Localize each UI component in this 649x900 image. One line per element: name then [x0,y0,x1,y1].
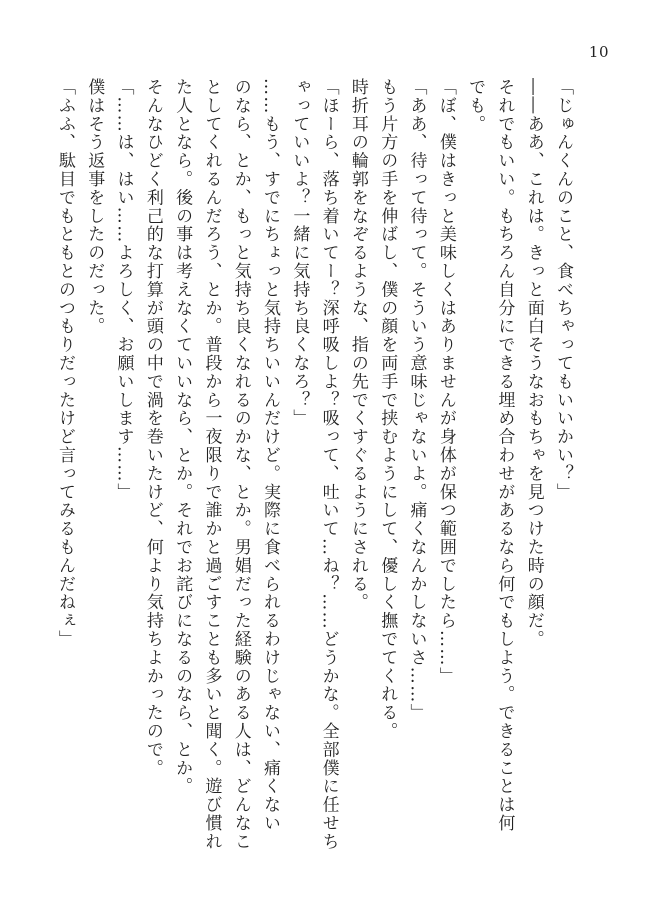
text-line: 僕はそう返事をしたのだった。 [84,78,105,336]
text-line: 「ほーら、落ち着いてー？深呼吸しよ？吸って、吐いて…ね？……どうかな。全部僕に任せち [318,78,339,851]
text-line: ゃっていいよ？一緒に気持ち良くなろ？」 [289,78,310,428]
text-line: それでもいい。もちろん自分にできる埋め合わせがあるなら何でもしよう。できることは何 [494,78,515,833]
text-line: ……もう、すでにちょっと気持ちいいんだけど。実際に食べられるわけじゃない、痛くない [260,78,281,833]
text-line: もう片方の手を伸ばし、僕の顔を両手で挟むようにして、優しく撫でてくれる。 [377,78,398,741]
text-line: 「ぼ、僕はきっと美味しくはありませんが身体が保つ範囲でしたら……」 [435,78,456,686]
page-number: 10 [588,43,609,61]
text-line: のなら、とか、もっと気持ち良くなれるのかな、とか。男娼だった経験のある人は、どんなこ [230,78,251,851]
text-line: ――ああ、これは。きっと面白そうなおもちゃを見つけた時の顔だ。 [523,78,544,649]
text-line: 時折耳の輪郭をなぞるような、指の先でくすぐるようにされる。 [347,78,368,612]
text-line: た人となら。後の事は考えなくていいなら、とか。それでお詫びになるのなら、とか。 [172,78,193,796]
text-line: でも。 [465,78,486,134]
text-line: 「ああ、待って待って。そういう意味じゃないよ。痛くなんかしないさ……」 [406,78,427,722]
text-line: としてくれるんだろう、とか。普段から一夜限りで誰かと過ごすことも多いと聞く。遊び慣れ [201,78,222,851]
text-line: そんなひどく利己的な打算が頭の中で渦を巻いたけど、何より気持ちよかったので。 [142,78,163,778]
text-line: 「じゅんくんのこと、食べちゃってもいいかい？」 [553,78,573,502]
text-line: 「ふふ、駄目でもともとのつもりだったけど言ってみるもんだねぇ」 [54,78,75,649]
body-text [54,78,577,878]
text-line: 「……は、はい……よろしく、お願いします……」 [113,78,134,502]
